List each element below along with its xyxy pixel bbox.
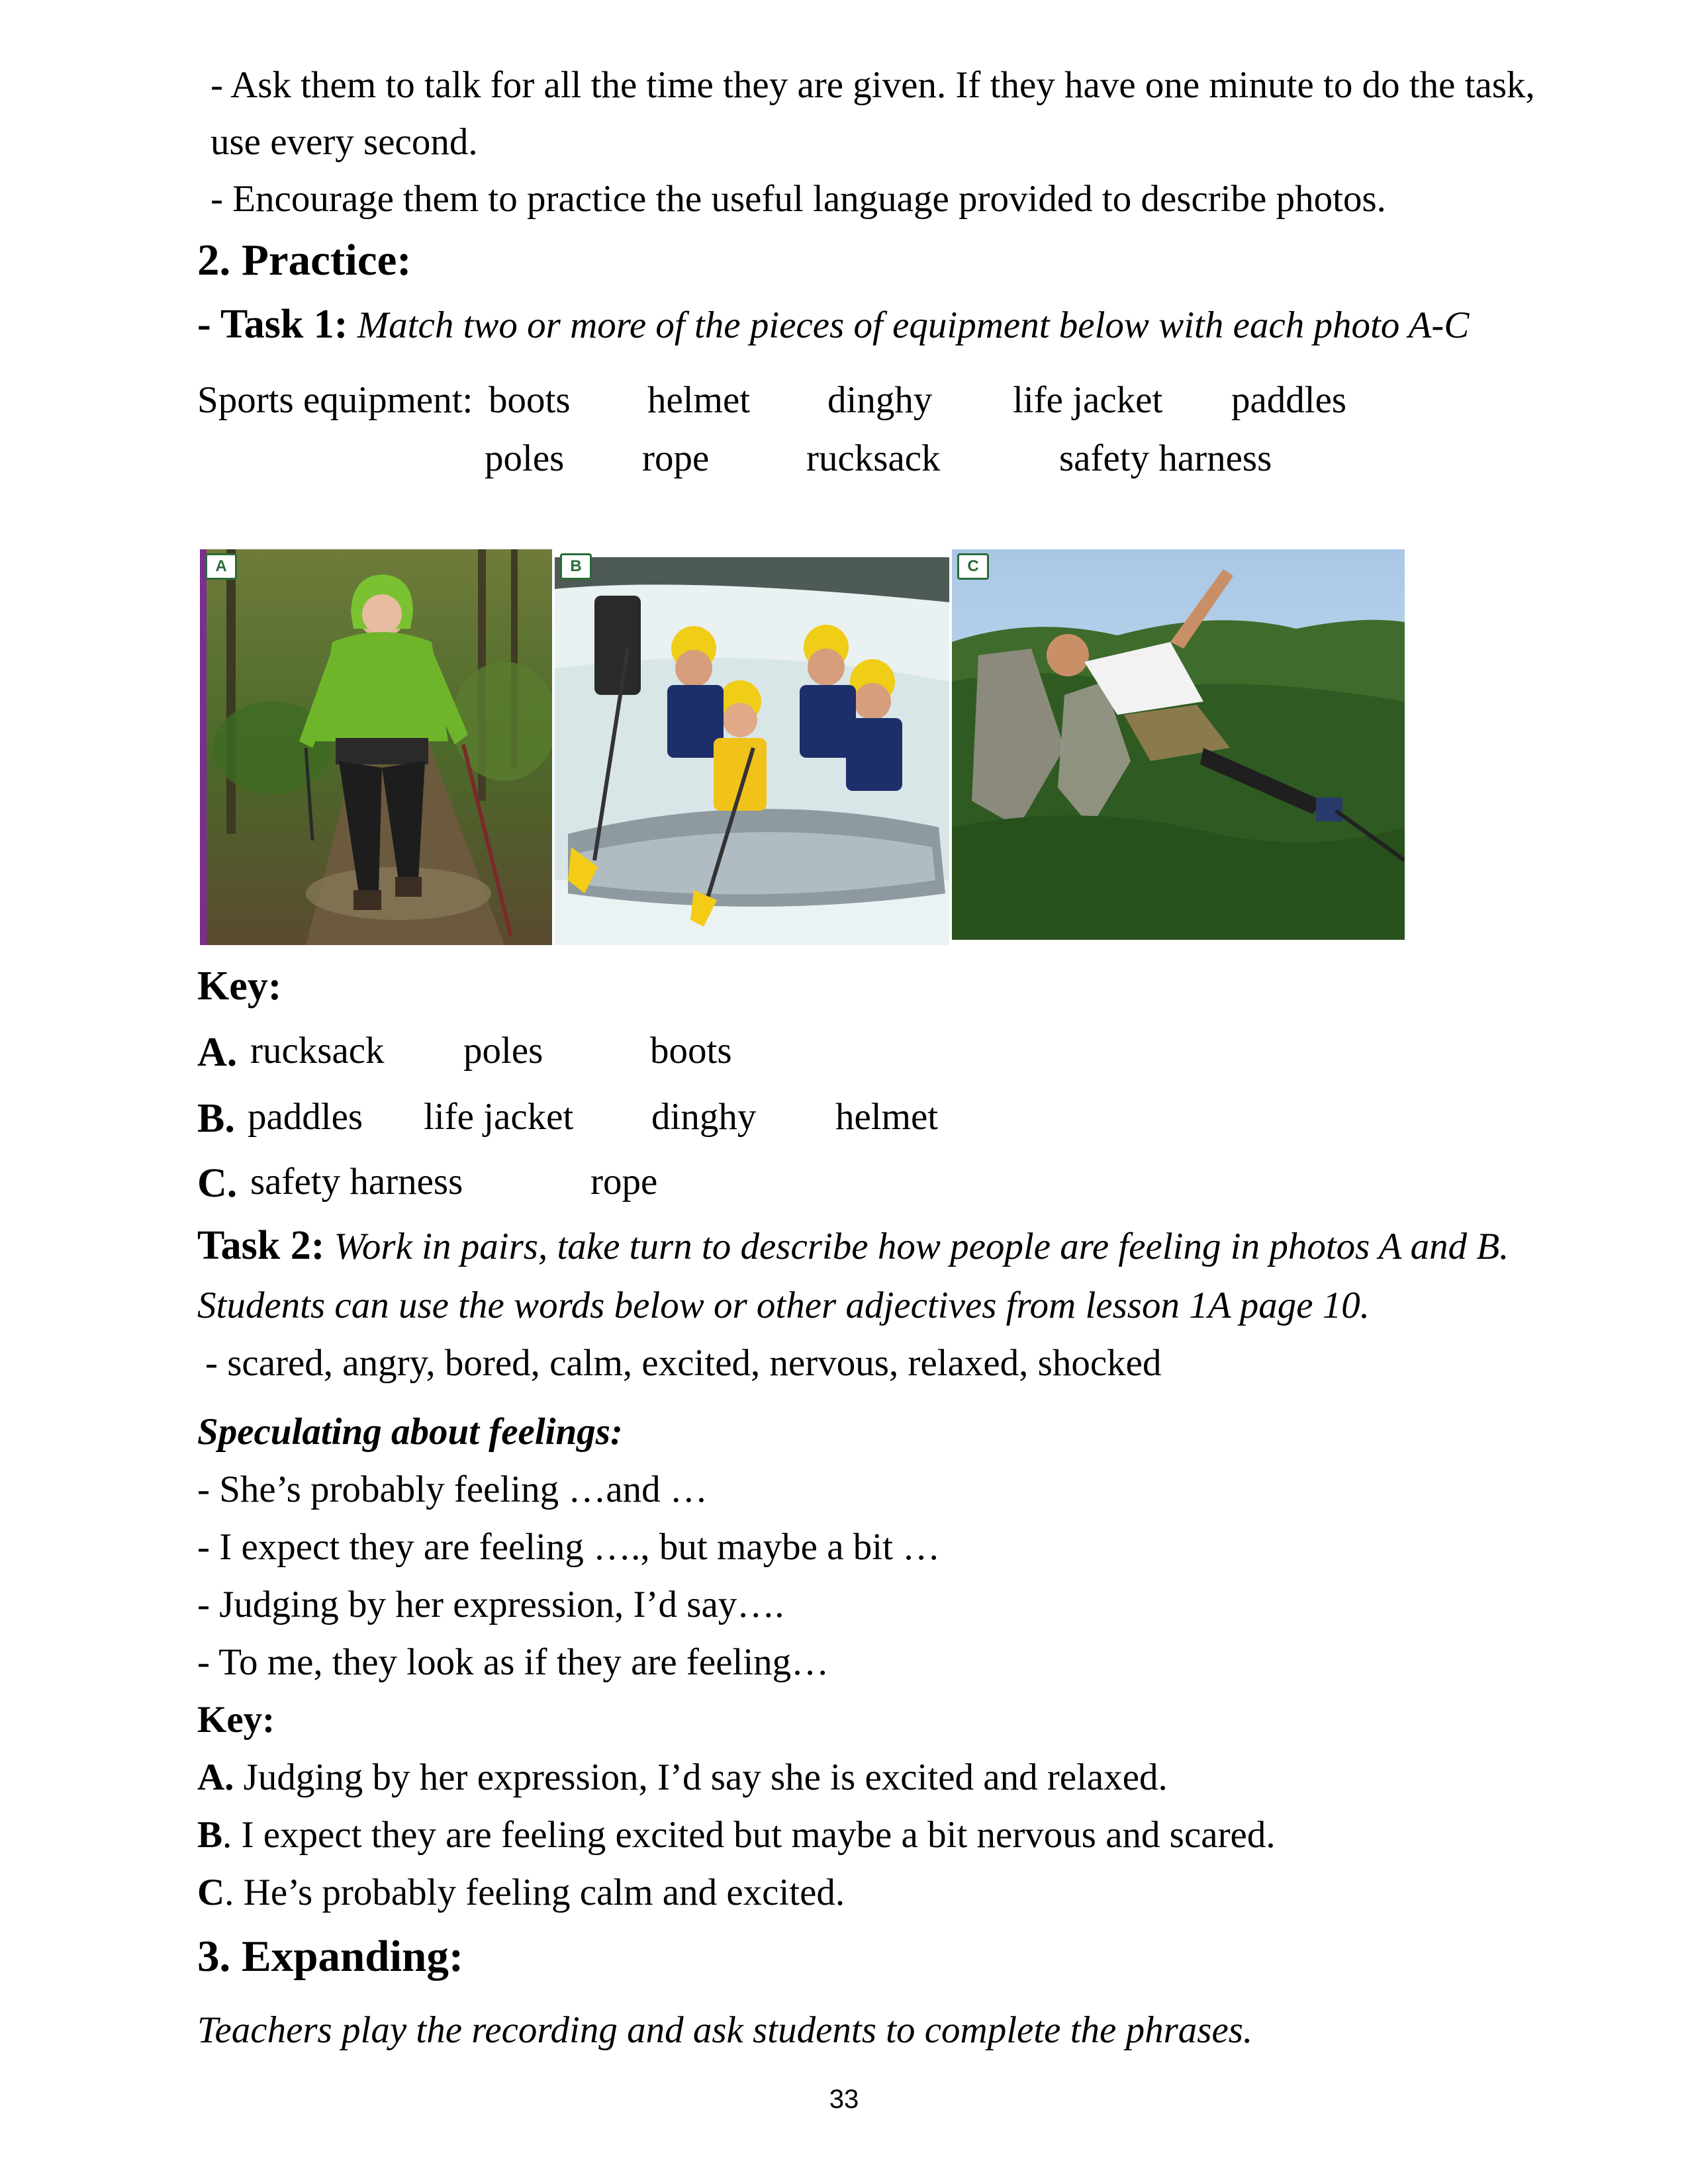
key2-row	[197, 1871, 845, 1915]
key1-letter: B.	[197, 1096, 235, 1141]
page-number: 33	[829, 2085, 859, 2114]
key1-item: poles	[463, 1030, 543, 1071]
photo-c	[952, 549, 1405, 940]
key1-item: life jacket	[424, 1096, 574, 1138]
key2-letter: C	[197, 1872, 225, 1913]
key1-row-b	[197, 1095, 235, 1142]
equipment-item: paddles	[1231, 379, 1347, 421]
key2-heading: Key:	[197, 1699, 275, 1741]
equipment-label: Sports equipment:	[197, 379, 473, 421]
practice-heading: 2. Practice:	[197, 236, 412, 285]
task2-line-1	[197, 1222, 1509, 1269]
photo-b-label: B	[560, 553, 592, 580]
task2-instruction-2: Students can use the words below or other adjectives from lesson 1A page 10.	[197, 1285, 1370, 1326]
photo-c-label: C	[957, 553, 989, 580]
key1-heading: Key:	[197, 964, 282, 1009]
key1-item: helmet	[835, 1096, 939, 1138]
equipment-item: dinghy	[827, 379, 933, 421]
key2-text: Judging by her expression, I’d say she is excited and relaxed.	[234, 1756, 1168, 1798]
task1-label: - Task 1:	[197, 302, 348, 347]
equipment-item: safety harness	[1059, 437, 1272, 479]
equipment-item: rucksack	[806, 437, 941, 479]
key1-row-a	[197, 1029, 237, 1076]
intro-line-3: - Encourage them to practice the useful language provided to describe photos.	[211, 178, 1386, 220]
expanding-heading: 3. Expanding:	[197, 1932, 464, 1981]
key2-row	[197, 1756, 1168, 1799]
photo-a-label: A	[205, 553, 237, 580]
phrase-item: - I expect they are feeling …., but maybe a bit …	[197, 1526, 941, 1568]
photo-a	[200, 549, 552, 945]
equipment-item: life jacket	[1013, 379, 1163, 421]
equipment-item: helmet	[647, 379, 751, 421]
key2-letter: A.	[197, 1756, 234, 1798]
key1-item: rucksack	[250, 1030, 385, 1071]
task1-line	[197, 301, 1469, 348]
key1-item: safety harness	[250, 1161, 463, 1203]
key1-item: boots	[650, 1030, 732, 1071]
speculating-heading: Speculating about feelings:	[197, 1411, 623, 1453]
phrase-item: - She’s probably feeling …and …	[197, 1469, 708, 1510]
intro-line-2: use every second.	[211, 121, 478, 163]
key1-item: paddles	[248, 1096, 363, 1138]
equipment-item: poles	[485, 437, 565, 479]
key1-item: rope	[590, 1161, 658, 1203]
intro-line-1: - Ask them to talk for all the time they are given. If they have one minute to do the task,	[211, 64, 1535, 106]
photo-b	[555, 549, 949, 945]
equipment-item: boots	[489, 379, 571, 421]
key1-letter: C.	[197, 1161, 238, 1206]
task2-instruction-1: Work in pairs, take turn to describe how people are feeling in photos A and B.	[334, 1226, 1509, 1267]
rafting-photo	[555, 549, 949, 945]
key1-row-c	[197, 1160, 237, 1207]
key1-item: dinghy	[651, 1096, 757, 1138]
phrase-item: - To me, they look as if they are feeling…	[197, 1641, 829, 1683]
key1-letter: A.	[197, 1030, 238, 1075]
task2-label: Task 2:	[197, 1223, 325, 1268]
key2-text: . He’s probably feeling calm and excited.	[224, 1872, 845, 1913]
key2-text: . I expect they are feeling excited but maybe a bit nervous and scared.	[222, 1814, 1276, 1856]
task1-instruction: Match two or more of the pieces of equipment below with each photo A-C	[357, 304, 1470, 346]
key2-letter: B	[197, 1814, 223, 1856]
expanding-instruction: Teachers play the recording and ask students to complete the phrases.	[197, 2009, 1253, 2051]
hiker-photo	[200, 549, 552, 945]
bungee-photo	[952, 549, 1405, 940]
key2-row	[197, 1813, 1276, 1857]
phrase-item: - Judging by her expression, I’d say….	[197, 1584, 784, 1625]
equipment-item: rope	[642, 437, 710, 479]
task2-words: - scared, angry, bored, calm, excited, nervous, relaxed, shocked	[205, 1342, 1162, 1384]
